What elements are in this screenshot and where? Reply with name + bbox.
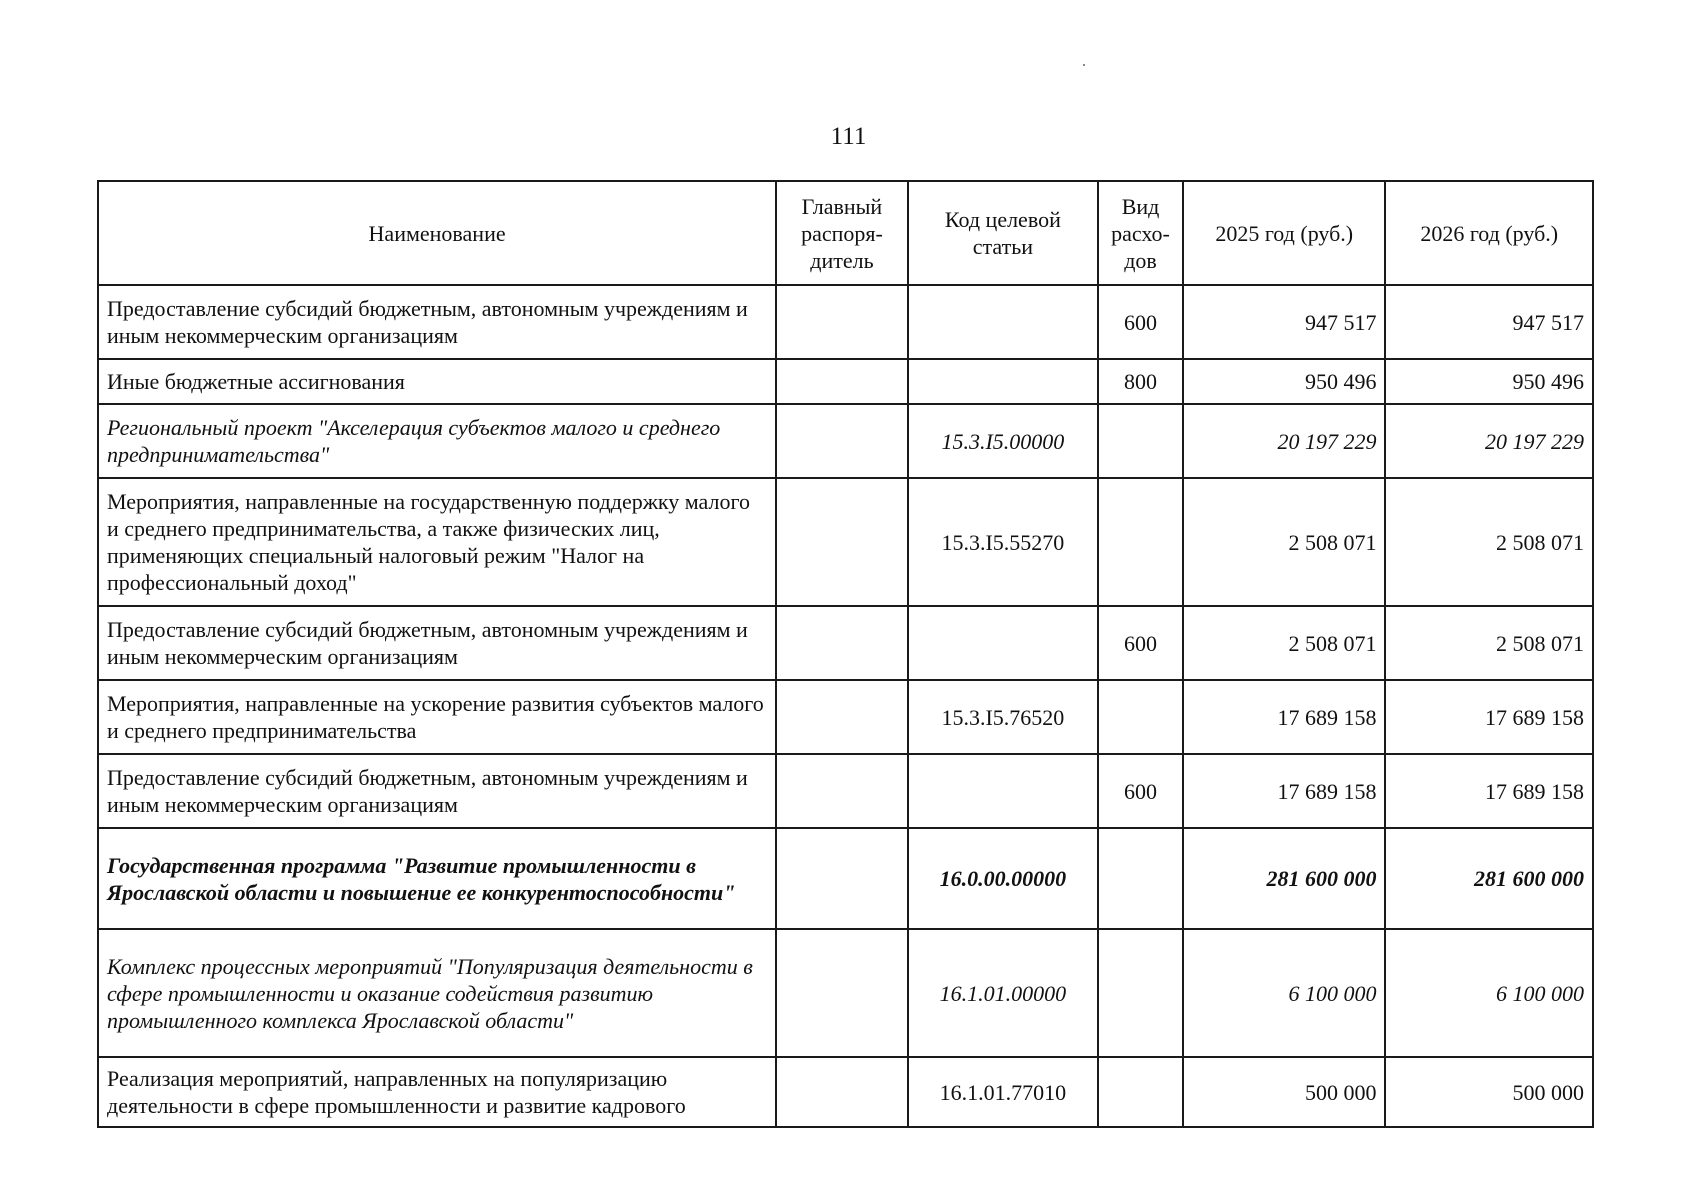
row-2025: 950 496 bbox=[1183, 359, 1385, 404]
header-code: Код целевой статьи bbox=[908, 181, 1098, 285]
row-name: Предоставление субсидий бюджетным, автономным учреждениям и иным некоммерческим организациям bbox=[98, 754, 776, 828]
row-2025: 2 508 071 bbox=[1183, 606, 1385, 680]
row-name: Региональный проект "Акселерация субъектов малого и среднего предпринимательства" bbox=[98, 404, 776, 478]
row-name: Иные бюджетные ассигнования bbox=[98, 359, 776, 404]
header-2025: 2025 год (руб.) bbox=[1183, 181, 1385, 285]
table-row bbox=[98, 1057, 1593, 1127]
row-kind: 600 bbox=[1098, 754, 1183, 828]
table-row bbox=[98, 929, 1593, 1057]
row-2025: 6 100 000 bbox=[1183, 929, 1385, 1057]
table-row bbox=[98, 478, 1593, 606]
row-manager bbox=[776, 478, 908, 606]
row-name: Предоставление субсидий бюджетным, автономным учреждениям и иным некоммерческим организациям bbox=[98, 285, 776, 359]
row-code: 15.3.I5.00000 bbox=[908, 404, 1098, 478]
row-code: 15.3.I5.76520 bbox=[908, 680, 1098, 754]
header-manager: Главный распоря-дитель bbox=[776, 181, 908, 285]
row-2026: 20 197 229 bbox=[1385, 404, 1593, 478]
row-2025: 20 197 229 bbox=[1183, 404, 1385, 478]
row-manager bbox=[776, 404, 908, 478]
row-code bbox=[908, 285, 1098, 359]
row-manager bbox=[776, 606, 908, 680]
header-2026: 2026 год (руб.) bbox=[1385, 181, 1593, 285]
row-2025: 17 689 158 bbox=[1183, 680, 1385, 754]
row-code: 16.1.01.00000 bbox=[908, 929, 1098, 1057]
row-manager bbox=[776, 1057, 908, 1127]
row-code: 16.0.00.00000 bbox=[908, 828, 1098, 929]
scan-speck bbox=[1083, 64, 1085, 66]
row-name: Мероприятия, направленные на ускорение развития субъектов малого и среднего предпринимательства bbox=[98, 680, 776, 754]
table-row bbox=[98, 606, 1593, 680]
row-code bbox=[908, 754, 1098, 828]
row-name: Государственная программа "Развитие промышленности в Ярославской области и повышение ее конкурентоспособности" bbox=[98, 828, 776, 929]
row-kind: 600 bbox=[1098, 285, 1183, 359]
header-kind: Вид расхо-дов bbox=[1098, 181, 1183, 285]
budget-table bbox=[97, 180, 1594, 1128]
row-name: Комплекс процессных мероприятий "Популяризация деятельности в сфере промышленности и оказание содействия развитию промышленного комплекса Ярославской области" bbox=[98, 929, 776, 1057]
row-2026: 950 496 bbox=[1385, 359, 1593, 404]
row-code: 16.1.01.77010 bbox=[908, 1057, 1098, 1127]
row-code bbox=[908, 606, 1098, 680]
table-row bbox=[98, 359, 1593, 404]
row-2026: 2 508 071 bbox=[1385, 478, 1593, 606]
row-kind bbox=[1098, 680, 1183, 754]
table-header-row bbox=[98, 181, 1593, 285]
row-code: 15.3.I5.55270 bbox=[908, 478, 1098, 606]
table-row bbox=[98, 404, 1593, 478]
header-name: Наименование bbox=[98, 181, 776, 285]
table-row bbox=[98, 285, 1593, 359]
table-row bbox=[98, 754, 1593, 828]
row-2025: 17 689 158 bbox=[1183, 754, 1385, 828]
row-manager bbox=[776, 285, 908, 359]
row-kind bbox=[1098, 929, 1183, 1057]
row-name: Предоставление субсидий бюджетным, автономным учреждениям и иным некоммерческим организациям bbox=[98, 606, 776, 680]
row-manager bbox=[776, 828, 908, 929]
row-2025: 281 600 000 bbox=[1183, 828, 1385, 929]
row-2026: 281 600 000 bbox=[1385, 828, 1593, 929]
row-kind: 600 bbox=[1098, 606, 1183, 680]
row-name: Реализация мероприятий, направленных на популяризацию деятельности в сфере промышленности и развитие кадрового bbox=[98, 1057, 776, 1127]
row-2026: 2 508 071 bbox=[1385, 606, 1593, 680]
row-2026: 17 689 158 bbox=[1385, 754, 1593, 828]
row-2025: 2 508 071 bbox=[1183, 478, 1385, 606]
row-manager bbox=[776, 359, 908, 404]
row-manager bbox=[776, 754, 908, 828]
row-manager bbox=[776, 929, 908, 1057]
row-kind bbox=[1098, 1057, 1183, 1127]
row-2026: 947 517 bbox=[1385, 285, 1593, 359]
table-row bbox=[98, 680, 1593, 754]
row-kind bbox=[1098, 828, 1183, 929]
row-kind bbox=[1098, 478, 1183, 606]
row-code bbox=[908, 359, 1098, 404]
row-2026: 6 100 000 bbox=[1385, 929, 1593, 1057]
row-kind bbox=[1098, 404, 1183, 478]
row-2025: 947 517 bbox=[1183, 285, 1385, 359]
row-2026: 500 000 bbox=[1385, 1057, 1593, 1127]
row-2026: 17 689 158 bbox=[1385, 680, 1593, 754]
row-2025: 500 000 bbox=[1183, 1057, 1385, 1127]
page-number: 111 bbox=[830, 123, 867, 150]
table-row bbox=[98, 828, 1593, 929]
row-kind: 800 bbox=[1098, 359, 1183, 404]
row-manager bbox=[776, 680, 908, 754]
row-name: Мероприятия, направленные на государственную поддержку малого и среднего предпринимательства, а также физических лиц, применяющих специальный налоговый режим "Налог на профессиональный доход" bbox=[98, 478, 776, 606]
